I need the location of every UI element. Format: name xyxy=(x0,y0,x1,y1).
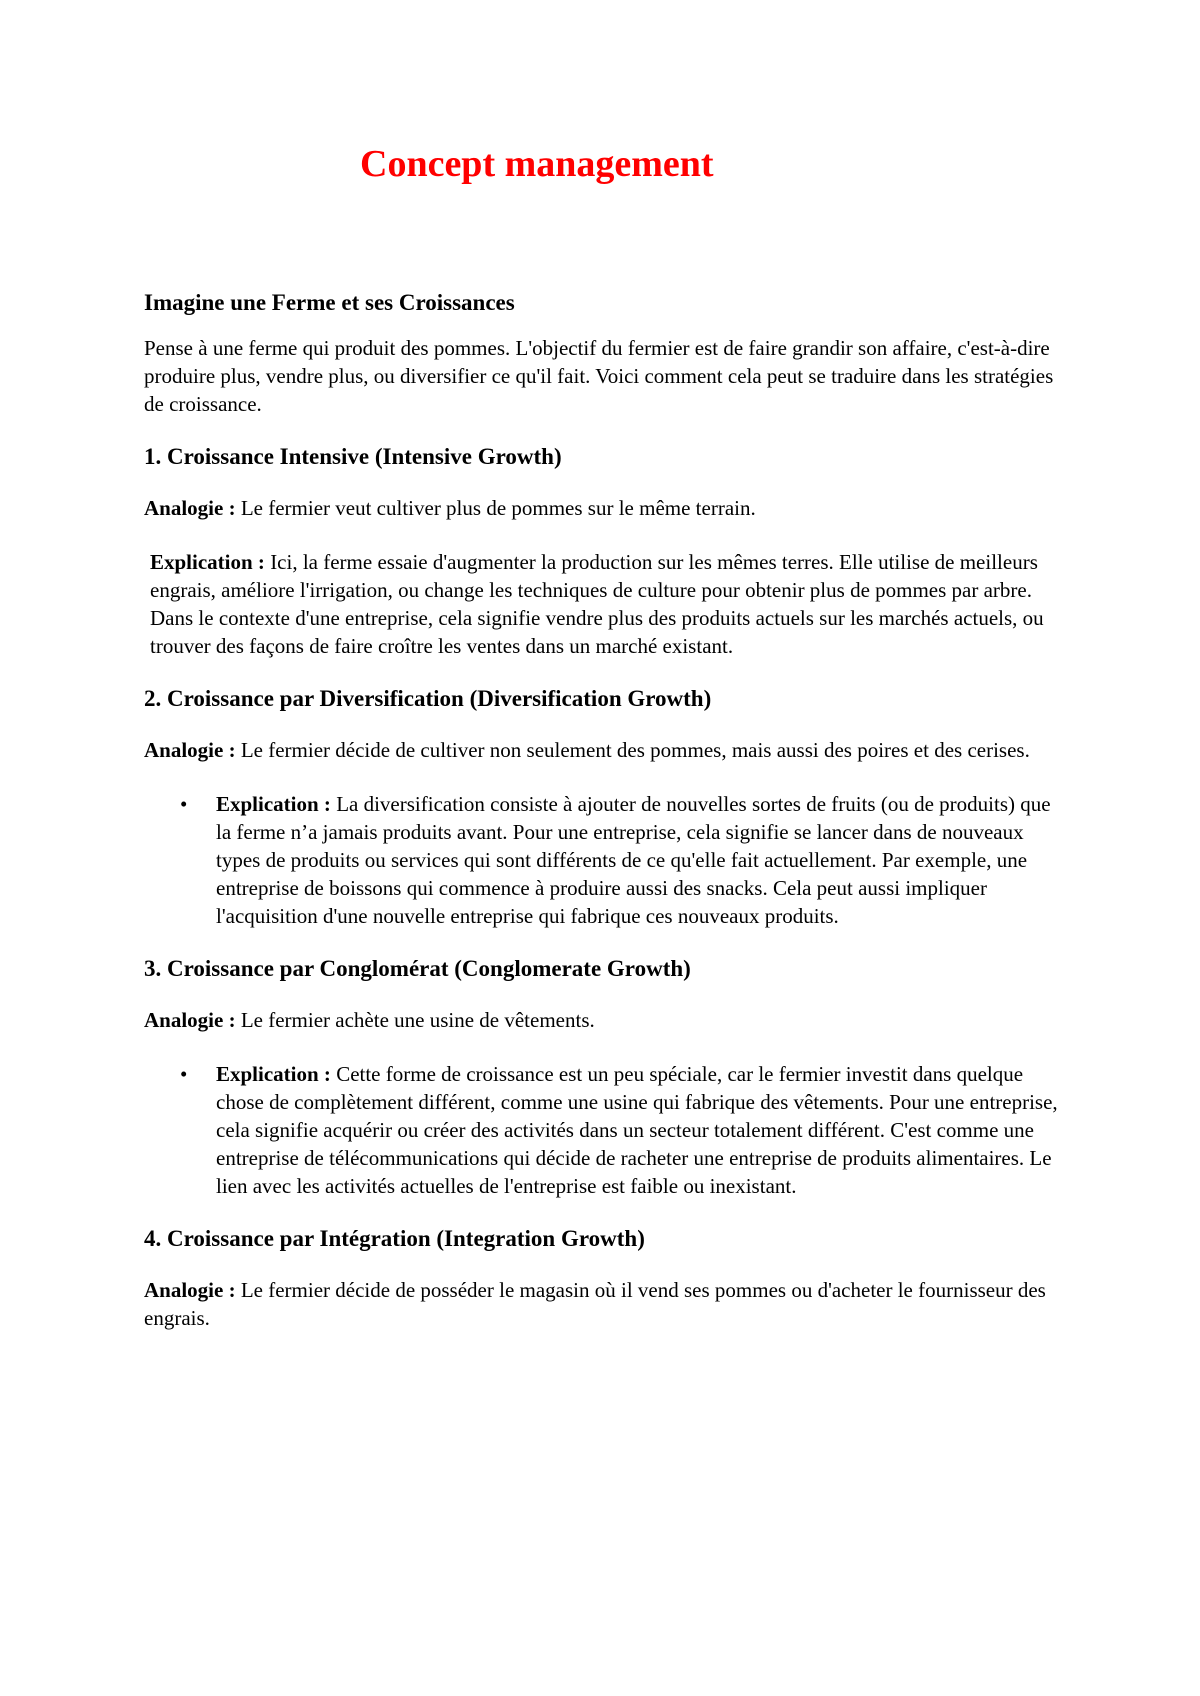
explanation-label: Explication : xyxy=(150,550,265,574)
section-1-analogy-text: Le fermier veut cultiver plus de pommes sur le même terrain. xyxy=(235,496,756,520)
section-1-explanation xyxy=(144,548,1064,660)
section-3-analogy-text: Le fermier achète une usine de vêtements. xyxy=(235,1008,595,1032)
analogy-label: Analogie : xyxy=(144,496,236,520)
bullet-icon: • xyxy=(180,1062,188,1086)
analogy-label: Analogie : xyxy=(144,1278,236,1302)
intro-heading: Imagine une Ferme et ses Croissances xyxy=(144,290,515,315)
section-2-analogy xyxy=(144,736,1064,764)
section-4-heading: 4. Croissance par Intégration (Integration Growth) xyxy=(144,1226,645,1251)
section-2-explanation xyxy=(180,790,1064,930)
section-2-analogy-text: Le fermier décide de cultiver non seulement des pommes, mais aussi des poires et des cerises. xyxy=(235,738,1030,762)
analogy-label: Analogie : xyxy=(144,1008,236,1032)
document-body xyxy=(144,288,1064,1358)
analogy-label: Analogie : xyxy=(144,738,236,762)
explanation-label: Explication : xyxy=(216,1062,331,1086)
section-4-analogy-text: Le fermier décide de posséder le magasin où il vend ses pommes ou d'acheter le fournisseur des engrais. xyxy=(144,1278,1046,1330)
document-title: Concept management xyxy=(360,143,714,185)
section-3-explanation-list xyxy=(144,1060,1064,1200)
explanation-label: Explication : xyxy=(216,792,331,816)
section-1-heading: 1. Croissance Intensive (Intensive Growth) xyxy=(144,444,562,469)
section-3-heading: 3. Croissance par Conglomérat (Conglomerate Growth) xyxy=(144,956,691,981)
section-3-explanation-text: Cette forme de croissance est un peu spéciale, car le fermier investit dans quelque chose de complètement différent, comme une usine qui fabrique des vêtements. Pour une entreprise, cela signifie acquérir ou créer des activités dans un secteur totalement différent. C'est comme une entreprise de télécommunications qui décide de racheter une entreprise de produits alimentaires. Le lien avec les activités actuelles de l'entreprise est faible ou inexistant. xyxy=(216,1062,1058,1198)
section-1-explanation-text: Ici, la ferme essaie d'augmenter la production sur les mêmes terres. Elle utilise de meilleurs engrais, améliore l'irrigation, ou change les techniques de culture pour obtenir plus de pommes par arbre. Dans le contexte d'une entreprise, cela signifie vendre plus des produits actuels sur les marchés actuels, ou trouver des façons de faire croître les ventes dans un marché existant. xyxy=(150,550,1044,658)
section-2-explanation-text: La diversification consiste à ajouter de nouvelles sortes de fruits (ou de produits) que la ferme n’a jamais produits avant. Pour une entreprise, cela signifie se lancer dans de nouveaux types de produits ou services qui sont différents de ce qu'elle fait actuellement. Par exemple, une entreprise de boissons qui commence à produire aussi des snacks. Cela peut aussi impliquer l'acquisition d'une nouvelle entreprise qui fabrique ces nouveaux produits. xyxy=(216,792,1051,928)
section-1-analogy xyxy=(144,494,1064,522)
section-2-explanation-list xyxy=(144,790,1064,930)
section-4-analogy xyxy=(144,1276,1064,1332)
section-3-explanation xyxy=(180,1060,1064,1200)
section-3-analogy xyxy=(144,1006,1064,1034)
intro-paragraph: Pense à une ferme qui produit des pommes. L'objectif du fermier est de faire grandir son affaire, c'est-à-dire produire plus, vendre plus, ou diversifier ce qu'il fait. Voici comment cela peut se traduire dans les stratégies de croissance. xyxy=(144,336,1054,416)
bullet-icon: • xyxy=(180,792,188,816)
section-2-heading: 2. Croissance par Diversification (Diversification Growth) xyxy=(144,686,712,711)
